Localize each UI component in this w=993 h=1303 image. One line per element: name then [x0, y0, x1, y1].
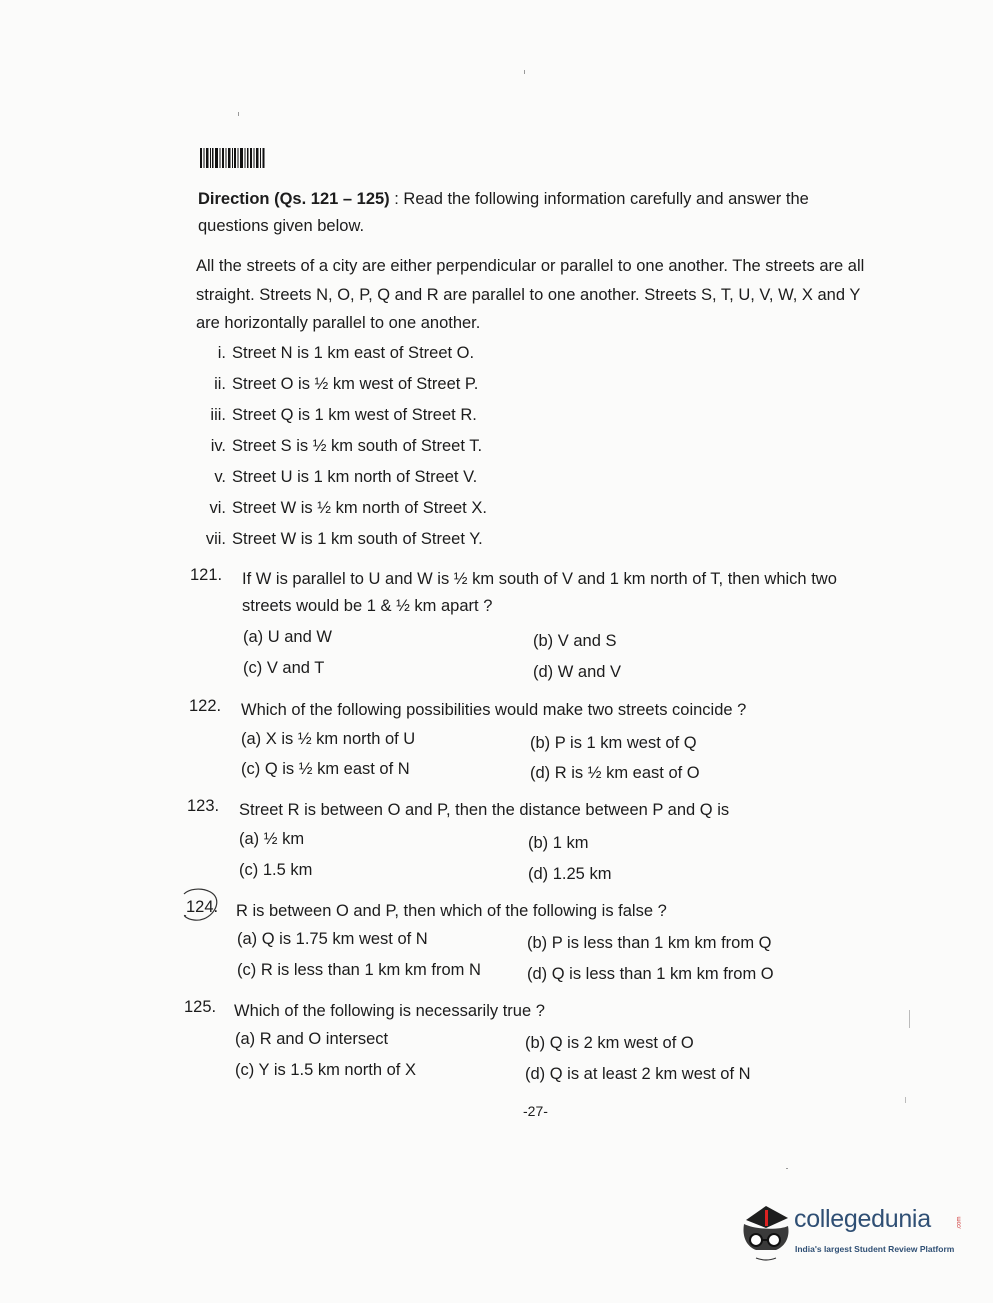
- option-d: (d) Q is at least 2 km west of N: [525, 1065, 751, 1083]
- option-a: (a) ½ km: [239, 830, 305, 848]
- question-number: 122.: [189, 697, 222, 715]
- question-stem: Street R is between O and P, then the distance between P and Q is: [239, 801, 730, 819]
- option-d: (d) W and V: [533, 663, 622, 681]
- option-b: (b) V and S: [533, 632, 617, 650]
- question-number: 123.: [187, 797, 220, 815]
- clue-text: Street S is ½ km south of Street T.: [232, 437, 483, 455]
- clue-numeral: v.: [214, 468, 226, 486]
- question-stem: Which of the following possibilities would make two streets coincide ?: [241, 701, 747, 719]
- clue-numeral: vii.: [205, 530, 226, 548]
- question-number: 121.: [190, 566, 223, 584]
- clue-list: [196, 338, 487, 555]
- clue-numeral: iv.: [210, 437, 226, 455]
- clue-numeral: vi.: [209, 499, 226, 517]
- direction-label: Direction (Qs. 121 – 125): [198, 190, 390, 208]
- option-a: (a) U and W: [243, 628, 332, 646]
- option-b: (b) P is less than 1 km km from Q: [527, 934, 772, 952]
- option-b: (b) 1 km: [528, 834, 589, 852]
- clue-text: Street W is 1 km south of Street Y.: [232, 530, 483, 548]
- clue-item: [196, 431, 487, 462]
- scan-speck: [786, 1168, 788, 1169]
- clue-text: Street N is 1 km east of Street O.: [232, 344, 475, 362]
- option-c: (c) V and T: [243, 659, 325, 677]
- scan-speck: [905, 1097, 906, 1103]
- clue-text: Street Q is 1 km west of Street R.: [232, 406, 477, 424]
- clue-item: [196, 338, 487, 369]
- scan-speck: [238, 112, 239, 116]
- option-c: (c) Y is 1.5 km north of X: [235, 1061, 416, 1079]
- logo-tagline: India's largest Student Review Platform: [795, 1244, 955, 1254]
- option-a: (a) Q is 1.75 km west of N: [237, 930, 428, 948]
- option-c: (c) R is less than 1 km km from N: [237, 961, 481, 979]
- clue-text: Street U is 1 km north of Street V.: [232, 468, 478, 486]
- question-number: 124.: [186, 898, 219, 916]
- question-number: 125.: [184, 998, 217, 1016]
- question-stem: If W is parallel to U and W is ½ km south of V and 1 km north of T, then which two streets would be 1 & ½ km apart ?: [242, 570, 837, 615]
- scan-speck: [524, 70, 525, 74]
- logo-suffix: .com: [956, 1216, 963, 1230]
- option-b: (b) Q is 2 km west of O: [525, 1034, 694, 1052]
- direction-text: : Read the following information carefully and answer the questions given below.: [198, 190, 809, 235]
- option-a: (a) R and O intersect: [235, 1030, 389, 1048]
- page-number: -27-: [523, 1103, 548, 1119]
- option-a: (a) X is ½ km north of U: [241, 730, 416, 748]
- intro-paragraph: All the streets of a city are either perpendicular or parallel to one another. The streets are all straight. Streets N, O, P, Q and R are parallel to one another. Streets S, T, U, V, W, X and Y are horizontally parallel to one another.: [196, 257, 865, 332]
- option-d: (d) 1.25 km: [528, 865, 612, 883]
- option-c: (c) Q is ½ km east of N: [241, 760, 410, 778]
- clue-numeral: i.: [217, 344, 226, 362]
- barcode-icon: [200, 148, 266, 168]
- option-c: (c) 1.5 km: [239, 861, 313, 879]
- logo-wordmark: collegedunia: [794, 1205, 931, 1233]
- clue-item: [196, 493, 487, 524]
- option-d: (d) Q is less than 1 km km from O: [527, 965, 774, 983]
- scan-speck: [909, 1010, 910, 1028]
- clue-item: [196, 524, 487, 555]
- clue-numeral: iii.: [210, 406, 226, 424]
- clue-text: Street W is ½ km north of Street X.: [232, 499, 487, 517]
- option-d: (d) R is ½ km east of O: [530, 764, 700, 782]
- clue-item: [196, 462, 487, 493]
- clue-text: Street O is ½ km west of Street P.: [232, 375, 479, 393]
- clue-item: [196, 400, 487, 431]
- direction-block: [198, 186, 878, 240]
- clue-numeral: ii.: [214, 375, 226, 393]
- question-stem: Which of the following is necessarily true ?: [234, 1002, 545, 1020]
- option-b: (b) P is 1 km west of Q: [530, 734, 697, 752]
- question-stem: R is between O and P, then which of the following is false ?: [236, 902, 667, 920]
- clue-item: [196, 369, 487, 400]
